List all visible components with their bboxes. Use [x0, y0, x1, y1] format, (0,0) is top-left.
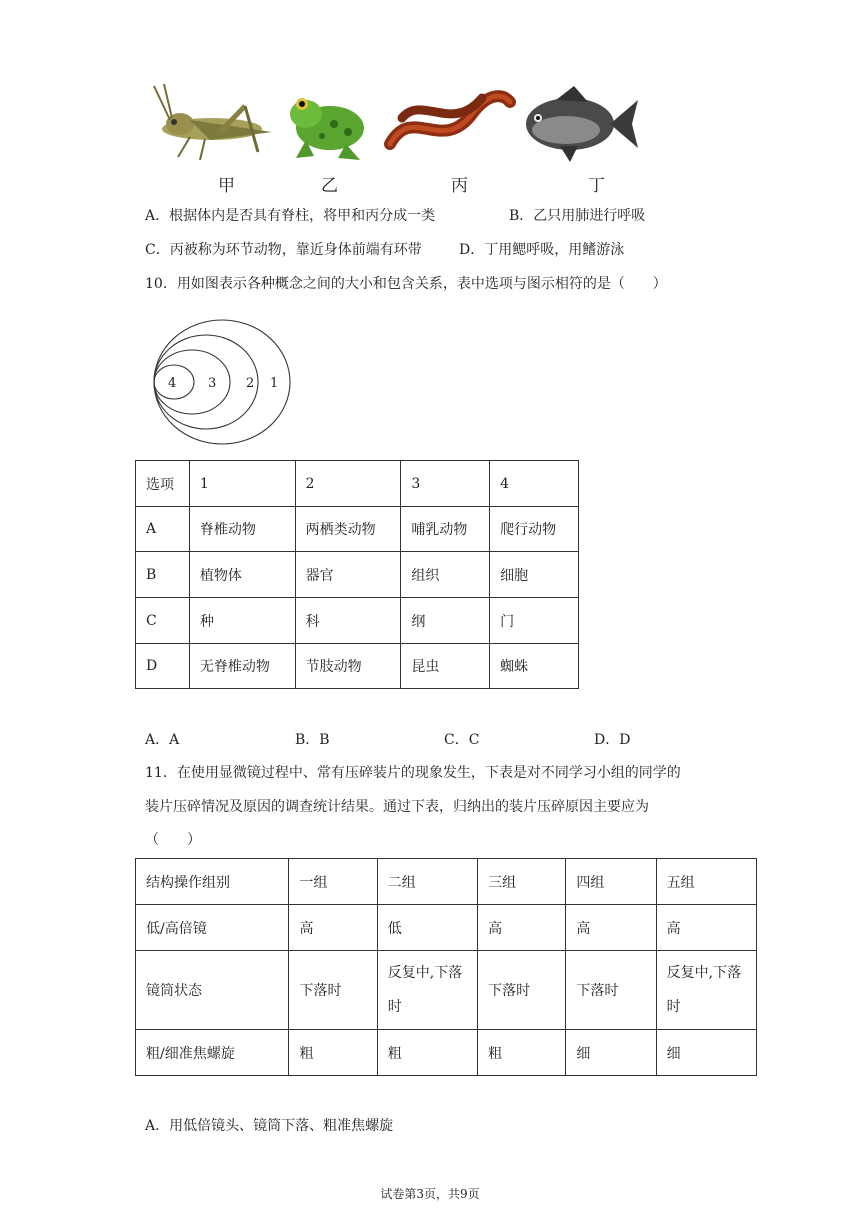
- table-cell: 无脊椎动物: [189, 644, 295, 689]
- table-cell: 植物体: [189, 552, 295, 598]
- table-cell: 低: [377, 905, 477, 951]
- table-cell: 二组: [377, 859, 477, 905]
- concept-circles-diagram: [150, 316, 298, 446]
- q9-option-a: A．根据体内是否具有脊柱，将甲和丙分成一类: [145, 208, 436, 224]
- table-cell: 细: [566, 1030, 656, 1076]
- table-cell: 结构操作组别: [136, 859, 289, 905]
- q10-stem: 10．用如图表示各种概念之间的大小和包含关系，表中选项与图示相符的是（ ）: [145, 276, 667, 292]
- table-cell: 高: [478, 905, 566, 951]
- table-cell: 下落时: [566, 951, 656, 1030]
- animal-label-jia: 甲: [218, 176, 235, 196]
- q11-stem-line3: （ ）: [145, 832, 201, 848]
- table-cell: 纲: [401, 598, 490, 644]
- table-cell: 脊椎动物: [189, 507, 295, 552]
- table-cell: [656, 951, 756, 1030]
- table-cell: 爬行动物: [490, 507, 579, 552]
- table-cell: 1: [189, 461, 295, 507]
- animal-label-bing: 丙: [451, 176, 468, 196]
- table-cell: 一组: [289, 859, 377, 905]
- table-cell: 低/高倍镜: [136, 905, 289, 951]
- earthworm-image: [382, 84, 516, 156]
- table-row: [136, 461, 579, 507]
- q11-option-a: A．用低倍镜头、镜筒下落、粗准焦螺旋: [145, 1118, 394, 1134]
- frog-image: [286, 88, 370, 164]
- table-cell: 3: [401, 461, 490, 507]
- table-cell: B: [136, 552, 190, 598]
- grasshopper-image: [150, 82, 280, 164]
- table-row: [136, 598, 579, 644]
- cell-line: 反复中,下落: [666, 965, 742, 981]
- table-cell: [377, 951, 477, 1030]
- table-cell: C: [136, 598, 190, 644]
- table-cell: 组织: [401, 552, 490, 598]
- table-cell: 昆虫: [401, 644, 490, 689]
- circle-label-2: 2: [246, 376, 255, 391]
- table-cell: 种: [189, 598, 295, 644]
- q9-option-b: B．乙只用肺进行呼吸: [509, 208, 646, 224]
- table-cell: 粗: [478, 1030, 566, 1076]
- table-row: [136, 1030, 757, 1076]
- circle-label-3: 3: [208, 376, 217, 391]
- table-cell: A: [136, 507, 190, 552]
- q11-table: [135, 858, 757, 1076]
- table-cell: 镜筒状态: [136, 951, 289, 1030]
- table-cell: 科: [295, 598, 401, 644]
- table-cell: 选项: [136, 461, 190, 507]
- table-cell: 细: [656, 1030, 756, 1076]
- table-cell: 高: [656, 905, 756, 951]
- q9-option-c: C．丙被称为环节动物，靠近身体前端有环带: [145, 242, 422, 258]
- q11-stem-line2: 装片压碎情况及原因的调查统计结果。通过下表，归纳出的装片压碎原因主要应为: [145, 799, 649, 815]
- animal-label-yi: 乙: [321, 176, 338, 196]
- table-row: [136, 905, 757, 951]
- q11-stem-line1: 11．在使用显微镜过程中、常有压碎装片的现象发生，下表是对不同学习小组的同学的: [145, 765, 681, 781]
- table-cell: 两栖类动物: [295, 507, 401, 552]
- table-row: [136, 644, 579, 689]
- table-row: [136, 859, 757, 905]
- q10-option-a: A．A: [145, 732, 180, 748]
- circle-label-1: 1: [270, 376, 279, 391]
- q10-option-d: D．D: [594, 732, 631, 748]
- table-row: [136, 552, 579, 598]
- table-cell: 蜘蛛: [490, 644, 579, 689]
- q10-option-b: B．B: [295, 732, 330, 748]
- q9-option-d: D．丁用鳃呼吸，用鳍游泳: [459, 242, 625, 258]
- table-cell: 门: [490, 598, 579, 644]
- table-cell: 器官: [295, 552, 401, 598]
- q10-table: [135, 460, 579, 689]
- table-cell: 四组: [566, 859, 656, 905]
- cell-line: 反复中,下落: [387, 965, 463, 981]
- table-cell: 下落时: [478, 951, 566, 1030]
- table-cell: 细胞: [490, 552, 579, 598]
- table-cell: 哺乳动物: [401, 507, 490, 552]
- table-cell: 三组: [478, 859, 566, 905]
- table-cell: 节肢动物: [295, 644, 401, 689]
- cell-line: 时: [387, 999, 402, 1015]
- table-cell: D: [136, 644, 190, 689]
- table-cell: 粗/细准焦螺旋: [136, 1030, 289, 1076]
- table-cell: 高: [289, 905, 377, 951]
- table-cell: 4: [490, 461, 579, 507]
- table-row: [136, 507, 579, 552]
- page-footer: 试卷第3页，共9页: [380, 1187, 480, 1201]
- table-cell: 五组: [656, 859, 756, 905]
- q10-option-c: C．C: [444, 732, 480, 748]
- table-cell: 粗: [377, 1030, 477, 1076]
- table-cell: 下落时: [289, 951, 377, 1030]
- table-cell: 2: [295, 461, 401, 507]
- circle-label-4: 4: [168, 376, 177, 391]
- animal-label-ding: 丁: [588, 176, 605, 196]
- table-row: [136, 951, 757, 1030]
- table-cell: 粗: [289, 1030, 377, 1076]
- fish-image: [516, 84, 640, 166]
- cell-line: 时: [666, 999, 681, 1015]
- table-cell: 高: [566, 905, 656, 951]
